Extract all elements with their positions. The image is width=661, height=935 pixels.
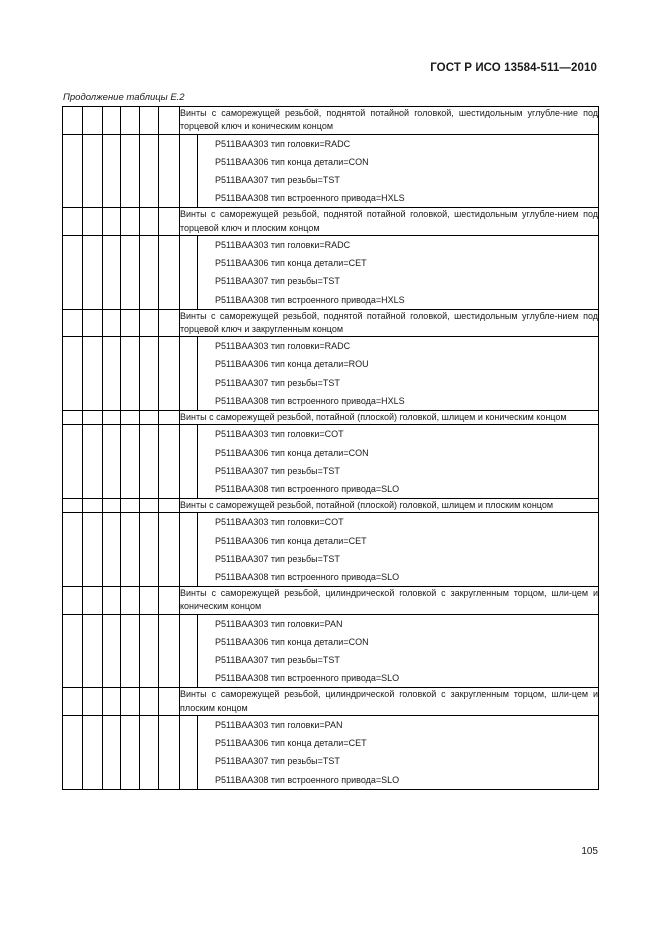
table-continuation-label: Продолжение таблицы Е.2 [63,92,185,103]
table-row [63,208,599,236]
empty-cell [159,513,180,587]
empty-cell [63,411,83,425]
empty-cell [63,208,83,236]
table-row [63,425,599,499]
property-line: P511BAA306 тип конца детали=CON [215,447,369,458]
empty-cell [83,614,103,688]
empty-cell [103,235,121,309]
empty-cell [63,425,83,499]
empty-cell [159,716,180,790]
empty-cell [63,337,83,411]
empty-cell [103,716,121,790]
empty-cell [159,107,180,135]
empty-cell [83,688,103,716]
empty-cell [159,134,180,208]
property-list [198,425,599,499]
properties-table [62,106,599,790]
empty-cell [121,337,140,411]
empty-cell [140,513,159,587]
property-list [198,337,599,411]
property-line: P511BAA303 тип головки=COT [215,429,344,440]
group-description: Винты с саморежущей резьбой, поднятой потайной головкой, шестидольным углубле-ние под торцевой ключ и коническим концом [180,107,599,135]
empty-cell [159,337,180,411]
property-line: P511BAA308 тип встроенного привода=SLO [215,673,400,684]
empty-cell [180,337,198,411]
empty-cell [140,587,159,615]
group-description: Винты с саморежущей резьбой, потайной (плоской) головкой, шлицем и коническим концом [180,411,599,425]
table-row [63,499,599,513]
property-line: P511BAA303 тип головки=RADC [215,138,351,149]
property-list [198,235,599,309]
empty-cell [83,208,103,236]
empty-cell [140,499,159,513]
empty-cell [63,499,83,513]
empty-cell [63,134,83,208]
property-list [198,134,599,208]
table-row [63,411,599,425]
property-line: P511BAA308 тип встроенного привода=HXLS [215,294,405,305]
empty-cell [159,425,180,499]
empty-cell [83,411,103,425]
page-number: 105 [581,846,598,857]
property-line: P511BAA306 тип конца детали=CET [215,738,367,749]
empty-cell [63,513,83,587]
property-line: P511BAA303 тип головки=PAN [215,720,343,731]
empty-cell [103,513,121,587]
group-description: Винты с саморежущей резьбой, цилиндрической головкой с закругленным торцом, шли-цем и коническим концом [180,587,599,615]
property-line: P511BAA308 тип встроенного привода=SLO [215,571,400,582]
table-row [63,513,599,587]
empty-cell [159,688,180,716]
property-line: P511BAA308 тип встроенного привода=SLO [215,774,400,785]
empty-cell [103,614,121,688]
empty-cell [121,513,140,587]
empty-cell [63,107,83,135]
empty-cell [83,513,103,587]
empty-cell [180,235,198,309]
empty-cell [103,499,121,513]
empty-cell [180,425,198,499]
empty-cell [83,107,103,135]
empty-cell [140,716,159,790]
property-line: P511BAA307 тип резьбы=TST [215,655,340,666]
property-line: P511BAA303 тип головки=COT [215,517,344,528]
empty-cell [121,411,140,425]
empty-cell [121,134,140,208]
group-description: Винты с саморежущей резьбой, потайной (плоской) головкой, шлицем и плоским концом [180,499,599,513]
empty-cell [103,587,121,615]
empty-cell [140,208,159,236]
property-line: P511BAA308 тип встроенного привода=HXLS [215,395,405,406]
empty-cell [180,716,198,790]
empty-cell [140,425,159,499]
table-row [63,688,599,716]
empty-cell [83,425,103,499]
empty-cell [159,208,180,236]
property-line: P511BAA306 тип конца детали=CON [215,636,369,647]
empty-cell [63,587,83,615]
table-row [63,107,599,135]
property-list [198,614,599,688]
empty-cell [140,134,159,208]
empty-cell [103,337,121,411]
property-line: P511BAA307 тип резьбы=TST [215,377,340,388]
property-line: P511BAA307 тип резьбы=TST [215,174,340,185]
empty-cell [83,309,103,337]
empty-cell [159,411,180,425]
empty-cell [180,513,198,587]
empty-cell [140,411,159,425]
empty-cell [63,688,83,716]
empty-cell [159,309,180,337]
empty-cell [83,587,103,615]
empty-cell [121,716,140,790]
empty-cell [140,614,159,688]
empty-cell [121,587,140,615]
empty-cell [103,107,121,135]
property-line: P511BAA307 тип резьбы=TST [215,756,340,767]
empty-cell [140,688,159,716]
empty-cell [83,235,103,309]
property-line: P511BAA306 тип конца детали=CON [215,156,369,167]
empty-cell [159,587,180,615]
property-list [198,513,599,587]
empty-cell [159,499,180,513]
empty-cell [180,134,198,208]
empty-cell [121,499,140,513]
property-line: P511BAA303 тип головки=PAN [215,618,343,629]
table-row [63,614,599,688]
empty-cell [63,614,83,688]
empty-cell [83,499,103,513]
group-description: Винты с саморежущей резьбой, цилиндрической головкой с закругленным торцом, шли-цем и плоским концом [180,688,599,716]
table-row [63,235,599,309]
empty-cell [103,411,121,425]
document-code: ГОСТ Р ИСО 13584-511—2010 [430,62,597,74]
empty-cell [121,309,140,337]
property-line: P511BAA306 тип конца детали=CET [215,535,367,546]
table-row [63,134,599,208]
empty-cell [103,134,121,208]
property-line: P511BAA307 тип резьбы=TST [215,553,340,564]
empty-cell [121,235,140,309]
table-row [63,587,599,615]
group-description: Винты с саморежущей резьбой, поднятой потайной головкой, шестидольным углубле-нием под торцевой ключ и плоским концом [180,208,599,236]
group-description: Винты с саморежущей резьбой, поднятой потайной головкой, шестидольным углубле-нием под торцевой ключ и закругленным концом [180,309,599,337]
property-line: P511BAA306 тип конца детали=ROU [215,359,369,370]
empty-cell [140,309,159,337]
table-row [63,337,599,411]
property-list [198,716,599,790]
empty-cell [121,688,140,716]
empty-cell [103,208,121,236]
property-line: P511BAA308 тип встроенного привода=SLO [215,483,400,494]
property-line: P511BAA303 тип головки=RADC [215,239,351,250]
empty-cell [180,614,198,688]
empty-cell [140,337,159,411]
empty-cell [121,425,140,499]
empty-cell [103,309,121,337]
empty-cell [159,235,180,309]
empty-cell [140,107,159,135]
empty-cell [63,716,83,790]
empty-cell [63,235,83,309]
property-line: P511BAA303 тип головки=RADC [215,341,351,352]
empty-cell [103,688,121,716]
empty-cell [159,614,180,688]
table-row [63,716,599,790]
empty-cell [140,235,159,309]
property-line: P511BAA308 тип встроенного привода=HXLS [215,193,405,204]
property-line: P511BAA306 тип конца детали=CET [215,258,367,269]
property-line: P511BAA307 тип резьбы=TST [215,465,340,476]
table-row [63,309,599,337]
empty-cell [103,425,121,499]
empty-cell [83,337,103,411]
empty-cell [63,309,83,337]
empty-cell [121,107,140,135]
empty-cell [121,208,140,236]
empty-cell [121,614,140,688]
empty-cell [83,134,103,208]
empty-cell [83,716,103,790]
property-line: P511BAA307 тип резьбы=TST [215,276,340,287]
